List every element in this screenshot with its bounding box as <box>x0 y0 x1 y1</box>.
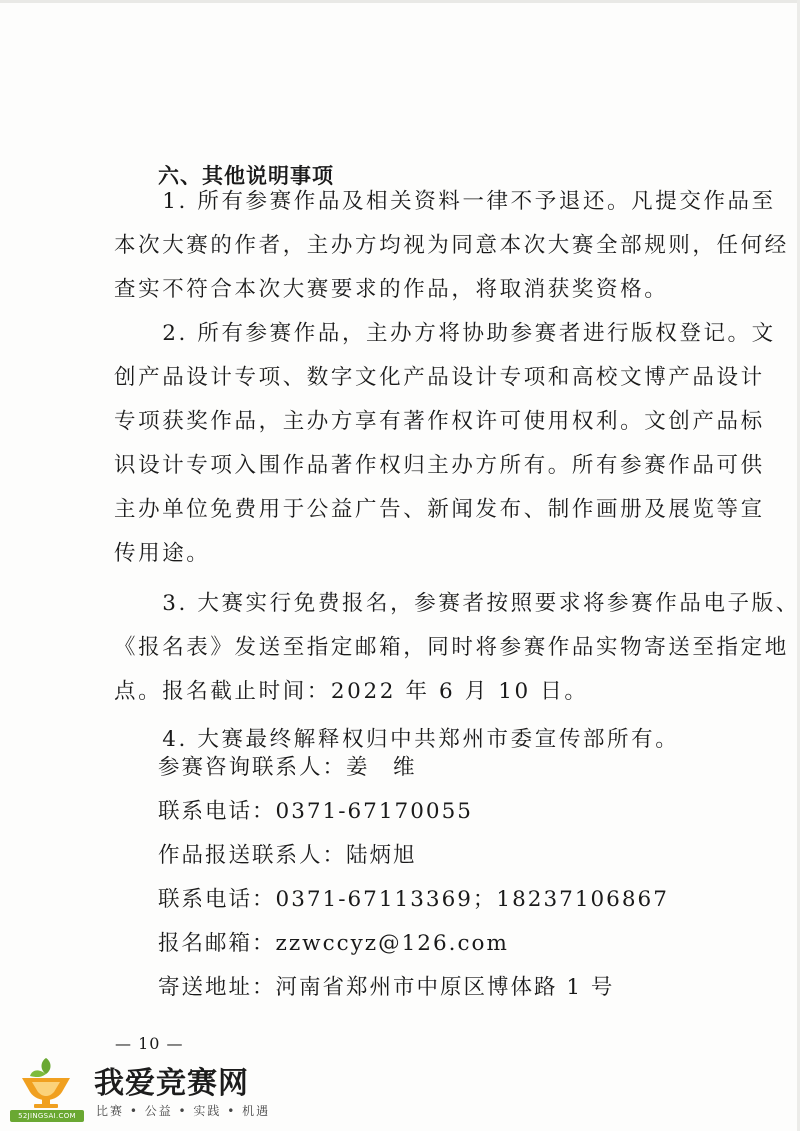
site-watermark-logo <box>10 1052 270 1124</box>
paragraph-2-line-2: 创产品设计专项、数字文化产品设计专项和高校文博产品设计 <box>114 365 765 390</box>
contact-label: 参赛咨询联系人： <box>158 755 347 780</box>
contact-value: 河南省郑州市中原区博体路 1 号 <box>275 975 615 1000</box>
contact-value: 0371-67170055 <box>275 799 473 824</box>
contact-value: 0371-67113369；18237106867 <box>275 887 669 912</box>
paragraph-2-line-5: 主办单位免费用于公益广告、新闻发布、制作画册及展览等宣 <box>114 497 765 522</box>
contact-value: 陆炳旭 <box>346 843 417 868</box>
section-heading: 六、其他说明事项 <box>158 164 334 188</box>
paragraph-1-line-1: 1. 所有参赛作品及相关资料一律不予退还。凡提交作品至 <box>114 189 776 214</box>
contact-value: 姜 维 <box>346 755 417 780</box>
contact-address <box>158 970 614 1001</box>
site-brand-name: 我爱竞赛网 <box>94 1066 249 1101</box>
contact-submission-person <box>158 838 417 869</box>
paragraph-4-line-1: 4. 大赛最终解释权归中共郑州市委宣传部所有。 <box>114 727 680 752</box>
paragraph-3-line-3: 点。报名截止时间：2022 年 6 月 10 日。 <box>114 679 589 704</box>
paragraph-3-line-2: 《报名表》发送至指定邮箱，同时将参赛作品实物寄送至指定地 <box>114 635 789 660</box>
contact-consult-phone <box>158 794 473 825</box>
contact-label: 作品报送联系人： <box>158 843 347 868</box>
contact-value: zzwccyz@126.com <box>275 931 509 956</box>
contact-submission-phone <box>158 882 669 913</box>
paragraph-2-line-3: 专项获奖作品，主办方享有著作权许可使用权利。文创产品标 <box>114 409 765 434</box>
paragraph-1-line-2: 本次大赛的作者，主办方均视为同意本次大赛全部规则，任何经 <box>114 233 789 258</box>
site-slogan: 比赛 • 公益 • 实践 • 机遇 <box>96 1104 271 1118</box>
contact-consult-person <box>158 750 417 781</box>
paragraph-1-line-3: 查实不符合本次大赛要求的作品，将取消获奖资格。 <box>114 277 669 302</box>
scan-edge-top <box>0 0 800 3</box>
paragraph-2-line-6: 传用途。 <box>114 541 211 566</box>
site-domain: 52JINGSAI.COM <box>10 1110 84 1122</box>
paragraph-2-line-1: 2. 所有参赛作品，主办方将协助参赛者进行版权登记。文 <box>114 321 776 346</box>
paragraph-3-line-1: 3. 大赛实行免费报名，参赛者按照要求将参赛作品电子版、 <box>114 591 800 616</box>
contact-label: 寄送地址： <box>158 975 276 1000</box>
paragraph-2-line-4: 识设计专项入围作品著作权归主办方所有。所有参赛作品可供 <box>114 453 765 478</box>
contact-email <box>158 926 509 957</box>
contact-label: 报名邮箱： <box>158 931 276 956</box>
contact-label: 联系电话： <box>158 887 276 912</box>
contact-label: 联系电话： <box>158 799 276 824</box>
page-number: — 10 — <box>115 1034 184 1053</box>
